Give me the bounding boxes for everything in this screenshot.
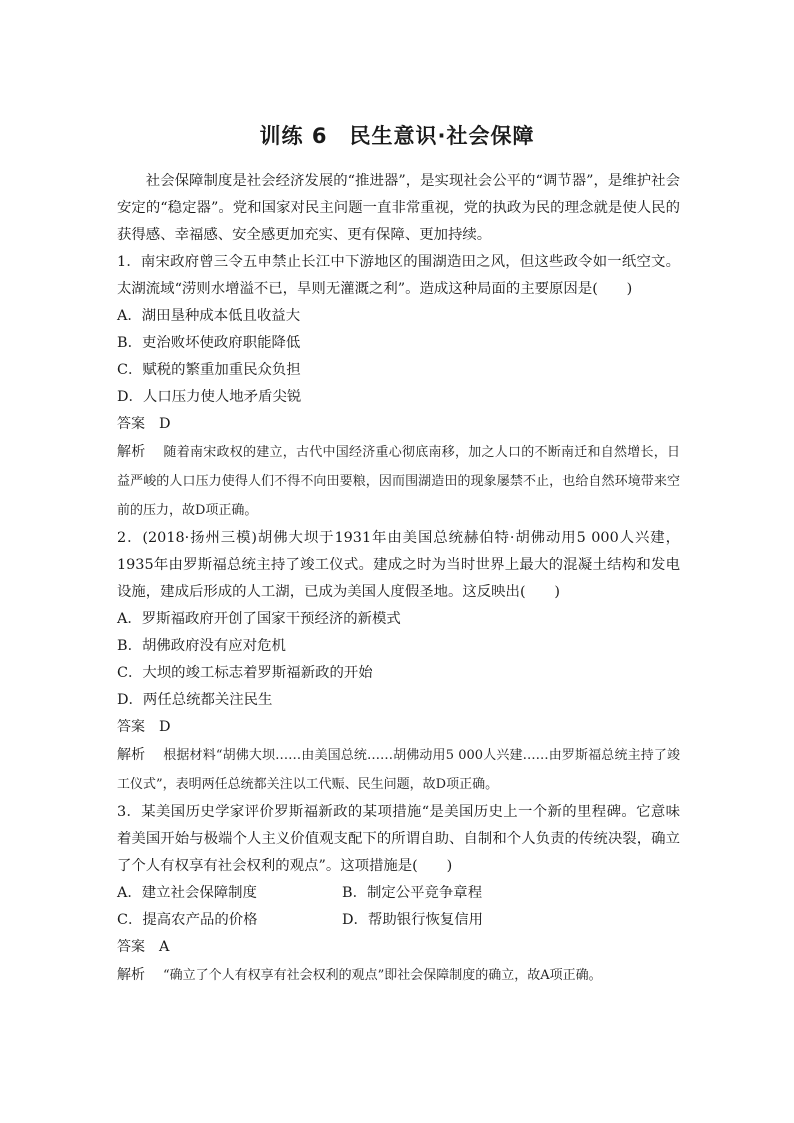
analysis-text: 根据材料“胡佛大坝……由美国总统……胡佛动用5 000人兴建……由罗斯福总统主持了竣工仪式”，表明两任总统都关注以工代赈、民生问题，故D项正确。 xyxy=(117,748,680,792)
question-2-option-c: C．大坝的竣工标志着罗斯福新政的开始 xyxy=(117,665,373,681)
question-3-option-d: D．帮助银行恢复信用 xyxy=(342,912,484,928)
question-1-option-c: C．赋税的繁重加重民众负担 xyxy=(117,362,301,378)
question-3 xyxy=(117,799,680,990)
analysis-label: 解析 xyxy=(117,444,146,460)
answer-label: 答案 xyxy=(117,939,145,955)
question-3-options xyxy=(117,880,680,934)
page-title: 训练 6 民生意识·社会保障 xyxy=(259,124,535,148)
question-1-option-d: D．人口压力使人地矛盾尖锐 xyxy=(117,389,302,405)
question-2 xyxy=(117,525,680,799)
question-1-option-a: A．湖田垦种成本低且收益大 xyxy=(117,308,301,324)
analysis-text: 随着南宋政权的建立，古代中国经济重心彻底南移，加之人口的不断南迁和自然增长，日益严峻的人口压力使得人们不得不向田要粮，因而围湖造田的现象屡禁不止，也给自然环境带来空前的压力，故D项正确。 xyxy=(117,445,680,518)
answer-label: 答案 xyxy=(117,416,145,432)
document-body xyxy=(117,168,680,990)
question-1 xyxy=(117,249,680,525)
answer-label: 答案 xyxy=(117,719,145,735)
analysis-label: 解析 xyxy=(117,967,145,983)
question-2-answer xyxy=(117,714,680,741)
question-3-stem: 3．某美国历史学家评价罗斯福新政的某项措施“是美国历史上一个新的里程碑。它意味着美国开始与极端个人主义价值观支配下的所谓自助、自制和个人负责的传统决裂，确立了个人有权享有社会权利的观点”。这项措施是( ) xyxy=(117,804,680,874)
question-2-option-a: A．罗斯福政府开创了国家干预经济的新模式 xyxy=(117,611,401,627)
question-3-option-c: C．提高农产品的价格 xyxy=(117,912,258,928)
question-2-option-b: B．胡佛政府没有应对危机 xyxy=(117,638,286,654)
question-1-stem: 1．南宋政府曾三令五申禁止长江中下游地区的围湖造田之风，但这些政令如一纸空文。太湖流域“涝则水增溢不已，旱则无灌溉之利”。造成这种局面的主要原因是( ) xyxy=(117,254,680,297)
question-2-analysis xyxy=(117,741,680,799)
analysis-text: “确立了个人有权享有社会权利的观点”即社会保障制度的确立，故A项正确。 xyxy=(163,968,602,983)
question-1-analysis xyxy=(117,438,680,525)
question-3-option-b: B．制定公平竞争章程 xyxy=(342,885,483,901)
answer-value: D xyxy=(159,719,171,735)
question-1-option-b: B．吏治败坏使政府职能降低 xyxy=(117,335,301,351)
analysis-label: 解析 xyxy=(117,747,146,763)
question-1-answer xyxy=(117,411,680,438)
question-2-stem: 2．(2018·扬州三模)胡佛大坝于1931年由美国总统赫伯特·胡佛动用5 000人兴建，1935年由罗斯福总统主持了竣工仪式。建成之时为当时世界上最大的混凝土结构和发电设施，建成后形成的人工湖，已成为美国人度假圣地。这反映出( ) xyxy=(117,530,680,600)
answer-value: D xyxy=(159,416,171,432)
question-2-option-d: D．两任总统都关注民生 xyxy=(117,692,273,708)
question-3-answer xyxy=(117,934,680,961)
answer-value: A xyxy=(159,939,170,955)
question-3-option-a: A．建立社会保障制度 xyxy=(117,885,257,901)
intro-paragraph: 社会保障制度是社会经济发展的“推进器”，是实现社会公平的“调节器”，是维护社会安定的“稳定器”。党和国家对民主问题一直非常重视，党的执政为民的理念就是使人民的获得感、幸福感、安全感更加充实、更有保障、更加持续。 xyxy=(117,173,680,243)
question-3-analysis xyxy=(117,961,680,990)
